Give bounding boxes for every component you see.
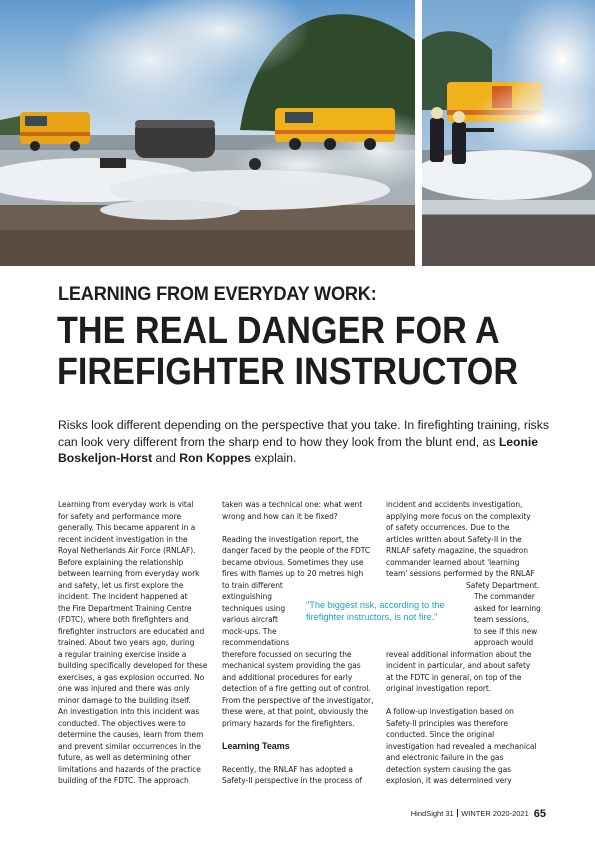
body-line: incident. The incident happened at: [58, 592, 188, 601]
body-line: to see if this new: [474, 626, 538, 636]
body-line: From the perspective of the investigator,: [222, 695, 374, 705]
body-line: techniques using: [222, 603, 286, 613]
body-line: articles written about Safety-II in the: [386, 534, 522, 544]
body-line: extinguishing: [222, 592, 272, 601]
body-line: the Fire Department Training Centre: [58, 603, 192, 613]
body-line: at the FDTC in general, on top of the: [386, 672, 522, 682]
standfirst-line-2: [58, 434, 558, 451]
body-line: these were, at that point, obviously the: [222, 707, 369, 716]
issue-name: WINTER 2020-2021: [461, 809, 529, 818]
body-line: detection system causing the gas: [386, 764, 512, 774]
body-line: taken was a technical one: what went: [222, 500, 363, 509]
body-line: team sessions,: [474, 615, 530, 624]
body-line: conducted. The objectives were to: [58, 718, 186, 728]
body-line: trained. About two years ago, during: [58, 638, 195, 647]
body-line: Recently, the RNLAF has adopted a: [222, 764, 353, 774]
body-line: generally. This became apparent in a: [58, 523, 196, 532]
body-line: became obvious. Sometimes they use: [222, 557, 364, 567]
standfirst-tail: explain.: [251, 451, 297, 466]
body-line: and prevent similar occurrences in the: [58, 741, 201, 751]
article-title: [57, 311, 518, 393]
author-connector: and: [152, 451, 180, 466]
pull-quote: "The biggest risk, according to the firefighter instructors, is not fire.": [306, 600, 445, 622]
body-line: Learning from everyday work is vital: [58, 500, 194, 509]
body-line: mock-ups. The: [222, 626, 277, 636]
body-line: building of the FDTC. The approach: [58, 776, 189, 785]
author-1-last: Boskeljon-Horst: [58, 451, 153, 466]
standfirst-line-1: Risks look different depending on the perspective that you take. In firefighting training, risks: [58, 418, 549, 432]
body-line: explosion, it was determined very: [386, 776, 512, 785]
firefighting-training-ground-photo: [0, 0, 415, 266]
body-line: RNLAF safety magazine, the squadron: [386, 546, 528, 555]
firefighters-spraying-foam-photo: [422, 0, 595, 266]
body-line: one was injured and there was only: [58, 684, 190, 693]
body-line: minor damage to the building itself.: [58, 695, 191, 705]
body-line: exercises, a gas explosion occurred. No: [58, 672, 205, 682]
body-line: incident in particular, and about safety: [386, 661, 531, 670]
body-line: firefighter instructors are educated and: [58, 626, 205, 636]
body-line: asked for learning: [474, 603, 541, 613]
standfirst-line-3: [58, 450, 558, 467]
article-title-line-2: FIREFIGHTER INSTRUCTOR: [57, 351, 519, 393]
body-line: recent incident investigation in the: [58, 534, 188, 544]
article-kicker: LEARNING FROM EVERYDAY WORK:: [58, 283, 377, 305]
body-line: A follow-up investigation based on: [386, 707, 514, 716]
body-line: a regular training exercise inside a: [58, 649, 187, 659]
article-standfirst: [58, 417, 558, 467]
body-line: determine the causes, learn from them: [58, 730, 204, 739]
body-line: team' sessions performed by the RNLAF: [386, 569, 535, 578]
body-line: Safety Department.: [466, 580, 540, 590]
body-line: and electronic failure in the gas: [386, 753, 504, 762]
body-line: and safety, let us first explore the: [58, 580, 184, 590]
standfirst-line-2-text: can look very different from the sharp end to how they look from the blunt end, as: [58, 434, 499, 449]
body-line: wrong and how can it be fixed?: [222, 511, 338, 521]
body-line: therefore focussed on securing the: [222, 649, 352, 659]
body-line: Safety-II perspective in the process of: [222, 776, 363, 785]
publication-name: HindSight 31: [410, 809, 454, 818]
page-footer: [0, 808, 546, 820]
body-line: detection of a fire getting out of control.: [222, 684, 371, 693]
body-line: primary hazards for the firefighters.: [222, 718, 355, 728]
body-line: between learning from everyday work: [58, 569, 200, 578]
body-column-3: [386, 499, 546, 787]
body-line: mechanical system providing the gas: [222, 661, 361, 670]
body-line: incident and accidents investigation,: [386, 500, 523, 509]
body-line: building specifically developed for these: [58, 661, 208, 670]
body-line: (FDTC), where both firefighters and: [58, 615, 189, 624]
body-line: reveal additional information about the: [386, 649, 532, 659]
body-line: investigation had revealed a mechanical: [386, 741, 537, 751]
body-line: commander learned about 'learning: [386, 557, 520, 567]
body-line: approach would: [474, 638, 534, 647]
page-number: 65: [533, 808, 546, 820]
body-line: recommendations: [222, 638, 290, 647]
body-line: of safety occurrences. Due to the: [386, 523, 510, 532]
body-line: Royal Netherlands Air Force (RNLAF).: [58, 546, 196, 555]
body-line: to train different: [222, 580, 283, 590]
body-line: for safety and performance more: [58, 511, 182, 521]
author-2: Ron Koppes: [179, 451, 252, 466]
body-line: The commander: [474, 592, 535, 601]
body-line: Before explaining the relationship: [58, 557, 184, 567]
body-line: limitations and hazards of the practice: [58, 764, 201, 774]
body-column-2: [222, 499, 377, 787]
body-line: future, as well as determining other: [58, 753, 191, 762]
body-line: original investigation report.: [386, 684, 492, 693]
body-line: An investigation into this incident was: [58, 707, 200, 716]
body-line: applying more focus on the complexity: [386, 511, 531, 521]
body-line: various aircraft: [222, 615, 278, 624]
body-line: and additional procedures for early: [222, 672, 353, 682]
body-line: Safety-II principles was therefore: [386, 718, 508, 728]
subheading-learning-teams: Learning Teams: [222, 740, 290, 751]
body-line: danger faced by the people of the FDTC: [222, 546, 371, 555]
article-title-line-1: THE REAL DANGER FOR A: [57, 310, 500, 352]
body-line: conducted. Since the original: [386, 730, 495, 739]
body-line: fires with flames up to 20 metres high: [222, 569, 364, 578]
footer-separator: [457, 809, 459, 817]
author-1-first: Leonie: [498, 434, 539, 449]
body-column-1: [58, 499, 210, 787]
body-line: Reading the investigation report, the: [222, 534, 359, 544]
